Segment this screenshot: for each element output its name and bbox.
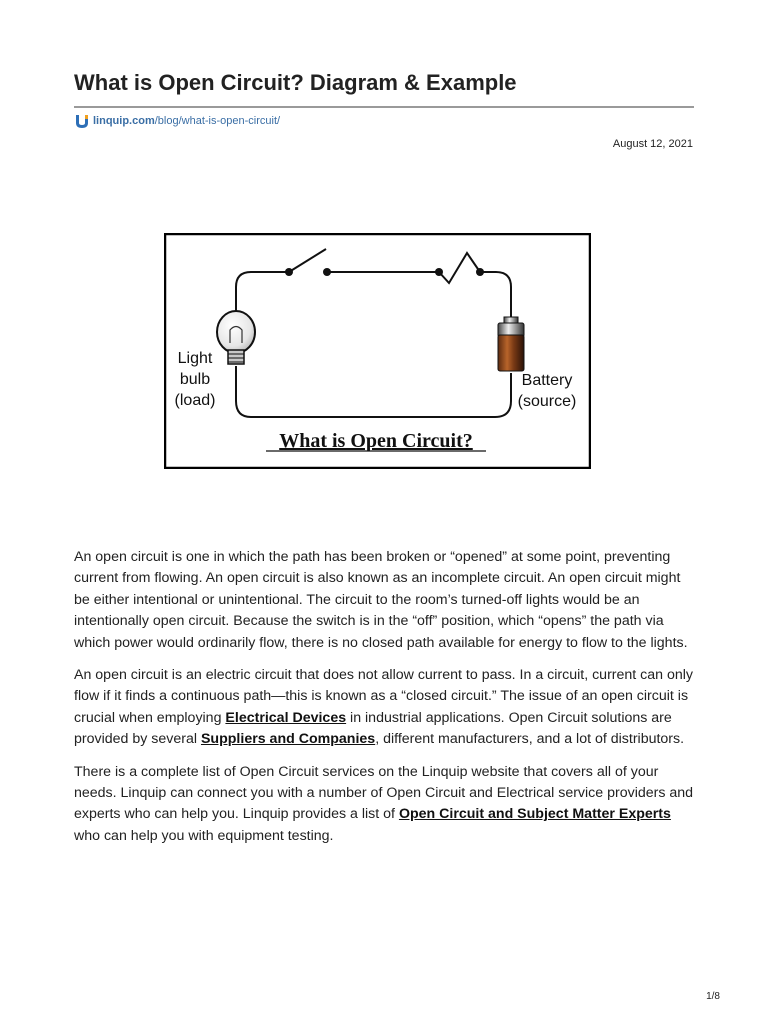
paragraph: An open circuit is an electric circuit that does not allow current to pass. In a circuit, current can only flow if it finds a continuous path—this is known as a “closed circuit.” The issue of an open circuit is crucial when employing Electrical Devices in industrial applications. Open Circuit solutions are provided by several Suppliers and Companies, different manufacturers, and a lot of distributors. [74, 667, 694, 748]
source-path: /blog/what-is-open-circuit/ [154, 115, 281, 127]
inline-link[interactable]: Electrical Devices [225, 709, 347, 726]
figure-caption: What is Open Circuit? [279, 430, 473, 452]
linquip-logo-icon [74, 113, 90, 129]
title-divider [74, 106, 694, 108]
paragraph: An open circuit is one in which the path has been broken or “opened” at some point, preventing current from flowing. An open circuit is also known as an incomplete circuit. An open circuit might be either intentional or unintentional. The circuit to the room’s turned-off lights would be an intentionally open circuit. Because the switch is in the “off” position, which “opens” the path via which power would ordinarily flow, there is no closed path available for energy to flow to the lights. [74, 549, 688, 651]
open-circuit-diagram-icon [164, 233, 591, 469]
source-domain: linquip.com [93, 115, 155, 127]
bulb-label-line-2: bulb [179, 371, 211, 388]
bulb-label-line-1: Light [177, 350, 213, 367]
open-circuit-figure [164, 233, 591, 469]
publish-date: August 12, 2021 [612, 138, 693, 150]
source-line [74, 112, 280, 130]
source-link[interactable] [93, 115, 280, 127]
battery-label-line-2: (source) [517, 393, 577, 410]
inline-link[interactable]: Open Circuit and Subject Matter Experts [398, 806, 671, 823]
inline-link[interactable]: Suppliers and Companies [200, 731, 376, 748]
bulb-label-line-3: (load) [174, 392, 216, 409]
article-body [74, 547, 696, 858]
battery-icon [498, 317, 524, 371]
paragraph: There is a complete list of Open Circuit services on the Linquip website that covers all of your needs. Linquip can connect you with a number of Open Circuit and Electrical service providers and experts who can help you. Linquip provides a list of Open Circuit and Subject Matter Experts who can help you with equipment testing. [74, 763, 694, 844]
page-number: 1/8 [706, 991, 720, 1002]
battery-label-line-1: Battery [521, 372, 573, 389]
page-title: What is Open Circuit? Diagram & Example [74, 70, 517, 95]
